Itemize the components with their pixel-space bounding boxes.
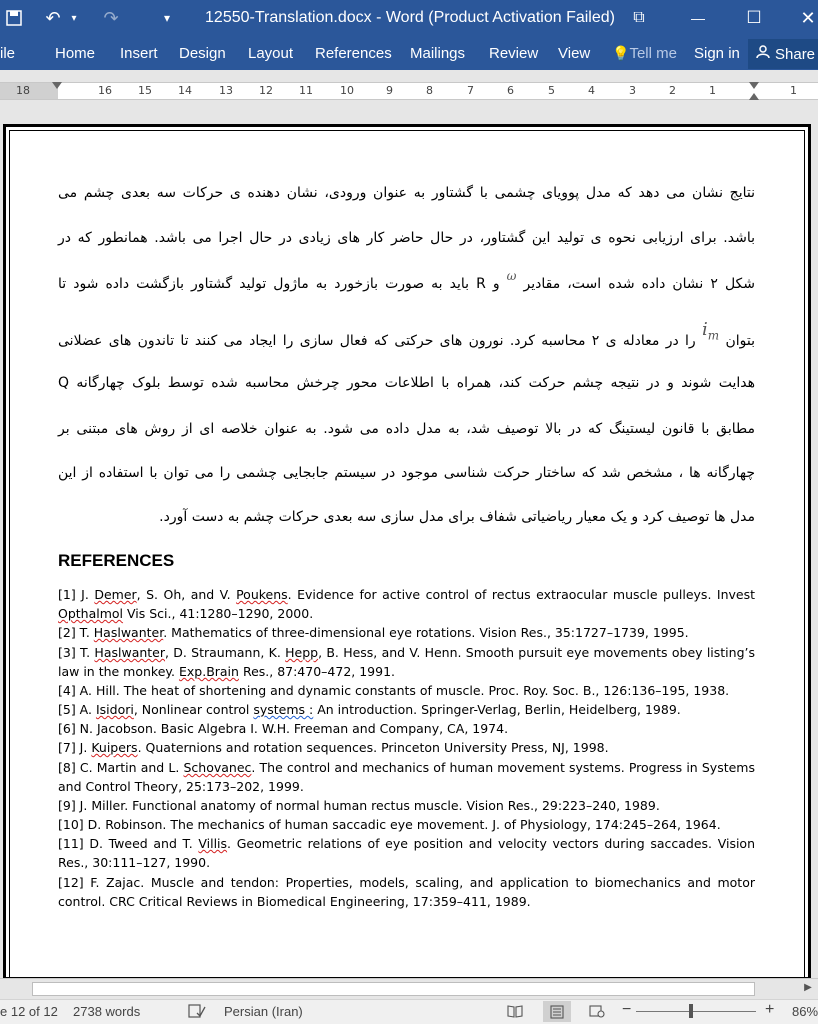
reference-9: [9] J. Miller. Functional anatomy of normal human rectus muscle. Vision Res., 29:223–240, 1989. xyxy=(58,798,660,813)
tab-view[interactable]: View xyxy=(558,45,591,62)
zoom-in-button[interactable]: + xyxy=(765,1001,775,1018)
tell-me-label: Tell me xyxy=(629,45,677,62)
word-count[interactable]: 2738 words xyxy=(73,1004,141,1019)
ref-text: . The control and mechanics of human movement systems. Progress in Systems and Control Theory, 25:173–202, 1999. xyxy=(58,760,755,794)
tab-insert[interactable]: Insert xyxy=(120,45,158,62)
references-heading: REFERENCES xyxy=(58,551,175,570)
spelling-error[interactable]: Villis xyxy=(198,836,228,851)
right-indent-marker[interactable] xyxy=(749,82,759,89)
ruler-number: 3 xyxy=(629,84,636,97)
spelling-error[interactable]: Exp.Brain xyxy=(178,664,239,679)
grammar-error[interactable]: systems : xyxy=(253,702,314,717)
persian-line-3 xyxy=(58,269,756,292)
ref-text: An introduction. Springer-Verlag, Berlin, Heidelberg, 1989. xyxy=(313,702,681,717)
ruler-number: 18 xyxy=(16,84,30,97)
zoom-level[interactable]: 86% xyxy=(792,1004,818,1019)
left-indent-marker[interactable] xyxy=(52,82,62,89)
close-icon[interactable]: ✕ xyxy=(800,7,816,28)
persian-line-1: نتایج نشان می دهد که مدل پوویای چشمی با گشتاور به عنوان ورودی، نشان دهنده ی حرکات سه بعدی چشم می xyxy=(58,185,755,201)
persian-line-6: مطابق با قانون لیستینگ که در بالا توصیف شد، به مدل داده می شود. به عنوان خلاصه ای از روش های مبتنی بر xyxy=(58,421,755,437)
ruler-number: 10 xyxy=(340,84,354,97)
horizontal-scrollbar[interactable] xyxy=(0,978,818,999)
ruler-number: 1 xyxy=(790,84,797,97)
ref-text: [11] D. Tweed and T. xyxy=(58,836,199,851)
persian-line-4 xyxy=(58,319,755,353)
ref-text: . Geometric relations of eye position and velocity vectors during saccades. Vision Res., 30:111–127, 1990. xyxy=(58,836,755,870)
ref-text: Vis Sci., 41:1280–1290, 2000. xyxy=(123,606,314,621)
ruler-number: 6 xyxy=(507,84,514,97)
ruler-number: 1 xyxy=(709,84,716,97)
reference-7 xyxy=(58,738,755,757)
ref-text: Res., 87:470–472, 1991. xyxy=(238,664,396,679)
save-icon[interactable] xyxy=(2,6,26,30)
spelling-error[interactable]: Hepp xyxy=(285,645,319,660)
ruler-number: 9 xyxy=(386,84,393,97)
ruler-number: 15 xyxy=(138,84,152,97)
ref-text: [5] A. xyxy=(58,702,96,717)
ref-text: . Mathematics of three-dimensional eye rotations. Vision Res., 35:1727–1739, 1995. xyxy=(163,625,689,640)
reference-4: [4] A. Hill. The heat of shortening and dynamic constants of muscle. Proc. Roy. Soc. B., 126:136–195, 1938. xyxy=(58,683,730,698)
im-symbol-m: m xyxy=(707,328,720,343)
spelling-error[interactable]: Opthalmol xyxy=(58,606,124,621)
ref-text: , Nonlinear control xyxy=(133,702,254,717)
status-bar xyxy=(0,999,818,1024)
spelling-error[interactable]: Schovanec xyxy=(183,760,252,775)
ruler-number: 13 xyxy=(219,84,233,97)
reference-8 xyxy=(58,758,755,796)
share-label: Share xyxy=(775,45,816,63)
ref-text: [3] T. xyxy=(58,645,95,660)
ruler-number: 11 xyxy=(299,84,313,97)
redo-icon[interactable]: ↷ xyxy=(103,7,119,28)
window-title: 12550-Translation.docx - Word (Product Activation Failed) xyxy=(205,9,615,26)
ref-text: [1] J. xyxy=(58,587,95,602)
spelling-error[interactable]: Haslwanter xyxy=(93,625,164,640)
read-mode-icon[interactable] xyxy=(507,1004,523,1021)
ref-text: , D. Straumann, K. xyxy=(165,645,286,660)
tab-layout[interactable]: Layout xyxy=(248,45,294,62)
im-symbol-i: i xyxy=(702,319,708,340)
undo-dropdown-icon[interactable]: ▾ xyxy=(71,12,77,24)
lightbulb-icon: 💡 xyxy=(612,45,630,61)
persian-line-8: مدل ها توصیف کرد و یک معیار ریاضیاتی شفاف برای مدل سازی سه بعدی حرکات چشم به دست آورد. xyxy=(159,509,755,525)
persian-segment: و R باید به صورت بازخورد به ماژول تولید گشتاور بازگشت داده شود تا xyxy=(58,276,500,292)
tab-review[interactable]: Review xyxy=(489,45,539,62)
ref-text: [7] J. xyxy=(58,740,92,755)
ruler-number: 8 xyxy=(426,84,433,97)
ruler-number: 2 xyxy=(669,84,676,97)
web-layout-icon[interactable] xyxy=(589,1004,605,1021)
maximize-icon[interactable]: ☐ xyxy=(746,8,762,27)
horizontal-ruler[interactable] xyxy=(0,82,818,100)
reference-3 xyxy=(58,643,755,681)
spelling-error[interactable]: Poukens xyxy=(236,587,288,602)
page-count[interactable]: e 12 of 12 xyxy=(0,1004,58,1019)
scrollbar-thumb[interactable] xyxy=(32,982,755,996)
tab-file[interactable]: ile xyxy=(0,45,16,62)
ruler-number: 14 xyxy=(178,84,192,97)
tab-design[interactable]: Design xyxy=(179,45,226,62)
reference-2 xyxy=(58,623,755,642)
ruler-number: 7 xyxy=(467,84,474,97)
ruler-number: 5 xyxy=(548,84,555,97)
ref-text: , S. Oh, and V. xyxy=(136,587,237,602)
spelling-error[interactable]: Demer xyxy=(94,587,137,602)
persian-line-7: چهارگانه ها ، مشخص شد که ساختار حرکت شناسی موجود در سیستم جابجایی چشمی را می توان با استفاده از این xyxy=(58,465,755,481)
proofing-icon[interactable] xyxy=(188,1004,206,1021)
undo-icon[interactable]: ↶ xyxy=(45,7,61,28)
zoom-out-button[interactable]: − xyxy=(622,1001,632,1018)
omega-symbol: ω xyxy=(506,269,517,283)
ruler-number: 12 xyxy=(259,84,273,97)
zoom-slider[interactable] xyxy=(636,1011,756,1012)
share-button[interactable] xyxy=(748,39,818,69)
ref-text: [2] T. xyxy=(58,625,94,640)
ruler-area xyxy=(0,70,818,124)
ref-text: . Quaternions and rotation sequences. Princeton University Press, NJ, 1998. xyxy=(137,740,609,755)
ribbon-display-options-icon[interactable]: ⧉ xyxy=(633,9,645,26)
tab-home[interactable]: Home xyxy=(55,45,96,62)
spelling-error[interactable]: Haslwanter xyxy=(94,645,166,660)
person-icon xyxy=(756,45,770,63)
persian-segment: را در معادله ی ۲ محاسبه کرد. نورون های حرکتی که فعال سازی را ایجاد می کنند تا تاندون های عضلانی xyxy=(58,333,696,349)
customize-toolbar-icon[interactable]: ▾ xyxy=(163,11,171,25)
spelling-error[interactable]: Kuipers xyxy=(91,740,138,755)
zoom-slider-thumb[interactable] xyxy=(689,1004,693,1018)
scroll-right-icon[interactable]: ▶ xyxy=(804,982,812,993)
tell-me-box[interactable] xyxy=(612,45,677,62)
minimize-icon[interactable]: — xyxy=(691,10,705,26)
right-indent-marker-bottom[interactable] xyxy=(749,93,759,100)
reference-11 xyxy=(58,834,755,872)
ref-text: [8] C. Martin and L. xyxy=(58,760,184,775)
reference-12: [12] F. Zajac. Muscle and tendon: Properties, models, scaling, and application to biomechanics and motor control. CRC Critical Reviews in Biomedical Engineering, 17:359–411, 1989. xyxy=(58,875,755,909)
persian-segment: شکل ۲ نشان داده شده است، مقادیر xyxy=(523,276,756,292)
tab-references[interactable]: References xyxy=(315,45,392,62)
title-bar xyxy=(0,0,818,38)
print-layout-icon[interactable] xyxy=(543,1001,571,1022)
reference-6: [6] N. Jacobson. Basic Algebra I. W.H. Freeman and Company, CA, 1974. xyxy=(58,721,509,736)
tab-mailings[interactable]: Mailings xyxy=(410,45,466,62)
language-indicator[interactable]: Persian (Iran) xyxy=(224,1004,303,1019)
persian-line-5: هدایت شوند و در نتیجه چشم حرکت کند، همراه با اطلاعات محور چرخش محاسبه شده توسط بلوک چهارگانه Q xyxy=(58,375,755,391)
spelling-error[interactable]: Isidori xyxy=(95,702,134,717)
reference-10: [10] D. Robinson. The mechanics of human saccadic eye movement. J. of Physiology, 174:245–264, 1964. xyxy=(58,817,721,832)
reference-5 xyxy=(58,700,755,719)
ref-text: , B. Hess, and V. Henn. Smooth pursuit eye movements obey listing’s law in the monkey. xyxy=(58,645,755,679)
persian-line-2: باشد. برای ارزیابی نحوه ی تولید این گشتاور، در حال حاضر کار های زیادی در حال اجرا می باشد. همانطور که در xyxy=(58,230,755,246)
ref-text: . Evidence for active control of rectus extraocular muscle pulleys. Invest xyxy=(287,587,755,602)
ribbon-tabs xyxy=(0,38,818,70)
ruler-number: 4 xyxy=(588,84,595,97)
im-symbol xyxy=(702,319,720,343)
ruler-number: 16 xyxy=(98,84,112,97)
persian-segment: بتوان xyxy=(725,333,755,349)
reference-1 xyxy=(58,585,755,623)
sign-in-link[interactable]: Sign in xyxy=(694,45,740,62)
